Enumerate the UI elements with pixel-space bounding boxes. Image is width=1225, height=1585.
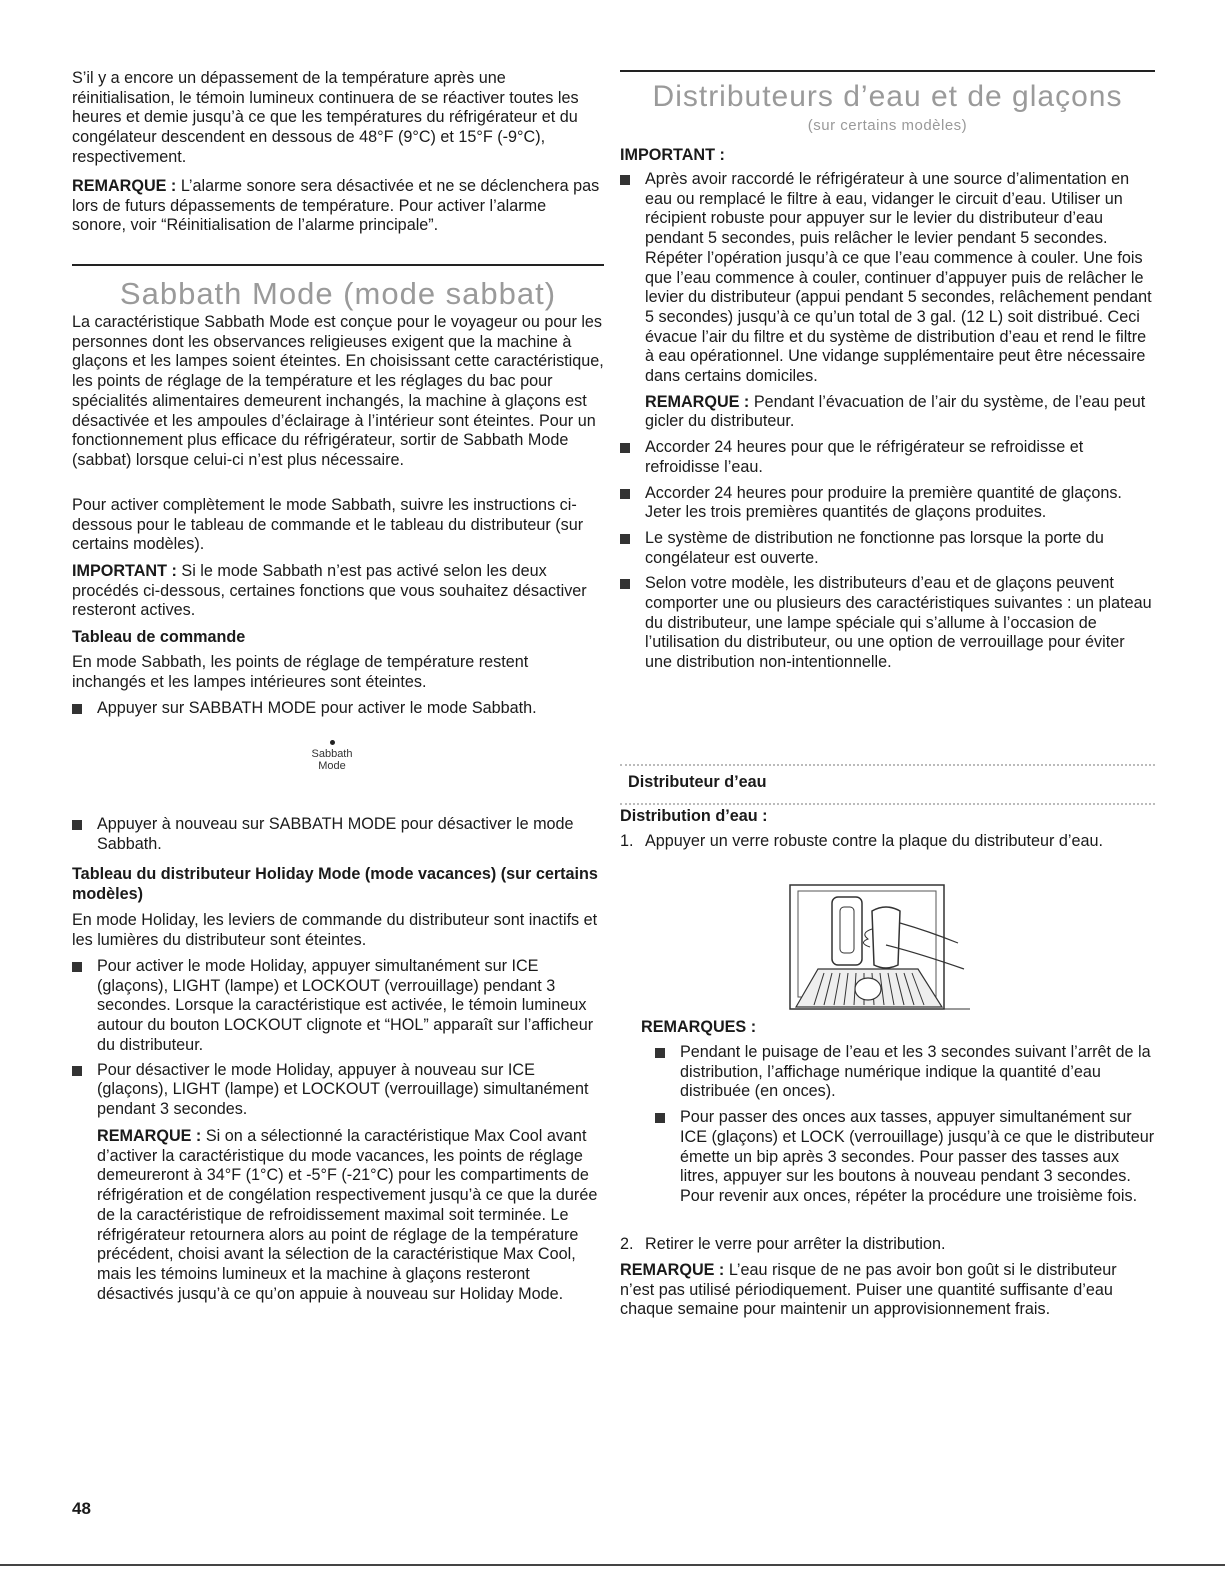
dispenser-illustration [788,883,972,1013]
bullet-square-icon [72,704,82,714]
remarque-text: L’alarme sonore sera désactivée et ne se déclenchera pas lors de futurs dépassements de température. Pour activer l’alarme sonore, voir “Réinitialisation de l’alarme principale”. [72,177,600,235]
final-remarque [620,1261,1155,1320]
remarque2-text: Si on a sélectionné la caractéristique Max Cool avant d’activer la caractéristique du mode vacances, les points de réglage demeureront à 34°F (1°C) et -5°F (-21°C) pour les compartiments de réfrigération et de congélation respectivement jusqu’à ce que la durée de la caractéristique de refroidissement maximal soit terminée. Le réfrigérateur retournera alors au point de réglage de la température précédent, choisi avant la sélection de la caractéristique Max Cool, mais les témoins lumineux et la machine à glaçons resteront désactivés jusqu’à ce qu’on appuie à nouveau sur Holiday Mode. [97,1127,598,1303]
remarque-label: REMARQUE : [645,392,750,411]
step-number: 2. [620,1235,634,1253]
bullet-square-icon [620,534,630,544]
distribution-heading: Distribution d’eau : [620,807,768,825]
bullet-square-icon [655,1113,665,1123]
step-item [620,832,1155,852]
bullet-square-icon [655,1048,665,1058]
list-item: Appuyer sur SABBATH MODE pour activer le mode Sabbath. [72,699,604,719]
step-list-2 [620,1235,1155,1255]
bullet-square-icon [72,1066,82,1076]
remarque-air [645,393,1155,432]
step-text: Appuyer un verre robuste contre la plaque du distributeur d’eau. [645,832,1104,850]
remarque-max-cool [72,1127,604,1304]
distributeur-band-label: Distributeur d’eau [628,773,767,791]
indicator-dot-icon [330,740,335,745]
list-item: Pour désactiver le mode Holiday, appuyer à nouveau sur ICE (glaçons), LIGHT (lampe) et LOCKOUT (verrouillage) simultanément pendant 3 secondes. [72,1061,604,1120]
list-item: Accorder 24 heures pour que le réfrigérateur se refroidisse et refroidisse l’eau. [620,438,1155,477]
bullet-square-icon [72,962,82,972]
list-item: Selon votre modèle, les distributeurs d’eau et de glaçons peuvent comporter une ou plusieurs des caractéristiques suivantes : un plateau du distributeur, une lampe spéciale qui s’allume à l’occasion de l’utilisation du distributeur, ou une option de verrouillage pour éviter une distribution non-intentionnelle. [620,574,1155,673]
important-label: IMPORTANT : [72,562,177,580]
remarque2-label: REMARQUE : [97,1127,202,1145]
bullet-square-icon [620,175,630,185]
intro-paragraph: S’il y a encore un dépassement de la température après une réinitialisation, le témoin lumineux continuera de se réactiver toutes les heures et demie jusqu’à ce que les températures du réfrigérateur et du congélateur descendent en dessous de 48°F (9°C) et 15°F (-9°C), respectivement. [72,69,579,166]
list-item: Le système de distribution ne fonctionne pas lorsque la porte du congélateur est ouverte. [620,529,1155,568]
list-item: Pendant le puisage de l’eau et les 3 secondes suivant l’arrêt de la distribution, l’affichage numérique indique la quantité d’eau distribuée (en onces). [655,1043,1155,1102]
sabbath-paragraph-1: La caractéristique Sabbath Mode est conçue pour le voyageur ou pour les personnes dont les observances religieuses exigent que la machine à glaçons et les lampes soient éteintes. En choisissant cette caractéristique, les points de réglage de la température et les réglages du bac pour spécialités alimentaires demeurent inchangés, la machine à glaçons est désactivée et les ampoules d’éclairage à l’intérieur sont éteintes. Pour un fonctionnement plus efficace du réfrigérateur, sortir de Sabbath Mode (sabbat) lorsque celui-ci n’est plus nécessaire. [72,313,604,469]
important-paragraph [72,562,604,621]
sabbath-section-title: Sabbath Mode (mode sabbat) [119,276,557,311]
holiday-list [72,957,604,1120]
page-bottom-rule [0,1564,1225,1566]
sabbath-off-list [72,815,604,854]
list-item: Accorder 24 heures pour produire la première quantité de glaçons. Jeter les trois premières quantités de glaçons produites. [620,484,1155,523]
sabbath-mode-button [262,740,402,772]
remarque-text: Pendant l’évacuation de l’air du système, de l’eau peut gicler du distributeur. [645,392,1146,431]
sabbath-paragraph-2: Pour activer complètement le mode Sabbath, suivre les instructions ci-dessous pour le tableau de commande et le tableau du distributeur (sur certains modèles). [72,496,584,554]
step-number: 1. [620,832,634,850]
dispenser-section-title: Distributeurs d’eau et de glaçons [652,80,1123,113]
bullet-square-icon [620,443,630,453]
distributeur-band [620,764,1155,805]
sabbath-button-label-1: Sabbath [311,748,353,760]
list-item: Pour activer le mode Holiday, appuyer simultanément sur ICE (glaçons), LIGHT (lampe) et LOCKOUT (verrouillage) pendant 3 secondes. Lorsque la caractéristique est activée, le témoin lumineux autour du bouton LOCKOUT clignote et “HOL” apparaît sur l’afficheur du distributeur. [72,957,604,1056]
remarques-heading: REMARQUES : [641,1018,757,1036]
important-list [620,170,1155,673]
tableau-heading: Tableau de commande [72,628,246,646]
sabbath-on-list [72,699,604,719]
step-item [620,1235,1155,1255]
holiday-paragraph: En mode Holiday, les leviers de commande du distributeur sont inactifs et les lumières du distributeur sont éteintes. [72,911,598,949]
list-item: Après avoir raccordé le réfrigérateur à une source d’alimentation en eau ou remplacé le filtre à eau, vidanger le circuit d’eau. Utiliser un récipient robuste pour appuyer sur le levier du distributeur d’eau pendant 5 secondes, puis relâcher le levier pendant 5 secondes. Répéter l’opération jusqu’à ce que l’eau commence à couler. Une fois que l’eau commence à couler, continuer d’appuyer puis de relâcher le levier du distributeur (appui pendant 5 secondes, relâchement pendant 5 secondes) jusqu’à ce qu’un total de 3 gal. (12 L) soit distribué. Ceci évacue l’air du filtre et du système de distribution d’eau et rend le filtre à eau opérationnel. Une vidange supplémentaire peut être nécessaire dans certains domiciles. REMARQUE : Pendant l’évacuation de l’air du système, de l’eau peut gicler du distributeur. [620,170,1155,432]
tableau-paragraph: En mode Sabbath, les points de réglage de température restent inchangés et les lampes intérieures sont éteintes. [72,653,529,691]
list-item: Pour passer des onces aux tasses, appuyer simultanément sur ICE (glaçons) et LOCK (verrouillage) jusqu’à ce que le distributeur émette un bip après 3 secondes. Pour passer des tasses aux litres, appuyer sur les boutons à nouveau pendant 3 secondes. Pour revenir aux onces, répéter la procédure une troisième fois. [655,1108,1155,1207]
remarques-list [655,1043,1155,1207]
remarque-paragraph [72,177,604,236]
dispenser-section-subtitle: (sur certains modèles) [807,117,968,134]
bullet-square-icon [72,820,82,830]
important-heading: IMPORTANT : [620,146,725,164]
page-number: 48 [72,1499,91,1518]
final-remarque-label: REMARQUE : [620,1261,725,1279]
section-rule [620,70,1155,72]
bullet-square-icon [620,579,630,589]
remarque-label: REMARQUE : [72,177,177,195]
section-rule [72,264,604,266]
important-text: Si le mode Sabbath n’est pas activé selon les deux procédés ci-dessous, certaines fonctions que vous souhaitez désactiver resteront actives. [72,562,587,620]
step-list-1 [620,832,1155,852]
bullet-square-icon [620,489,630,499]
holiday-heading: Tableau du distributeur Holiday Mode (mode vacances) (sur certains modèles) [72,865,598,903]
final-remarque-text: L’eau risque de ne pas avoir bon goût si le distributeur n’est pas utilisé périodiquement. Puiser une quantité suffisante d’eau chaque semaine pour maintenir un approvisionnement frais. [620,1261,1117,1319]
list-item: Appuyer à nouveau sur SABBATH MODE pour désactiver le mode Sabbath. [72,815,604,854]
sabbath-button-label-2: Mode [318,760,346,772]
step-text: Retirer le verre pour arrêter la distribution. [645,1235,946,1253]
